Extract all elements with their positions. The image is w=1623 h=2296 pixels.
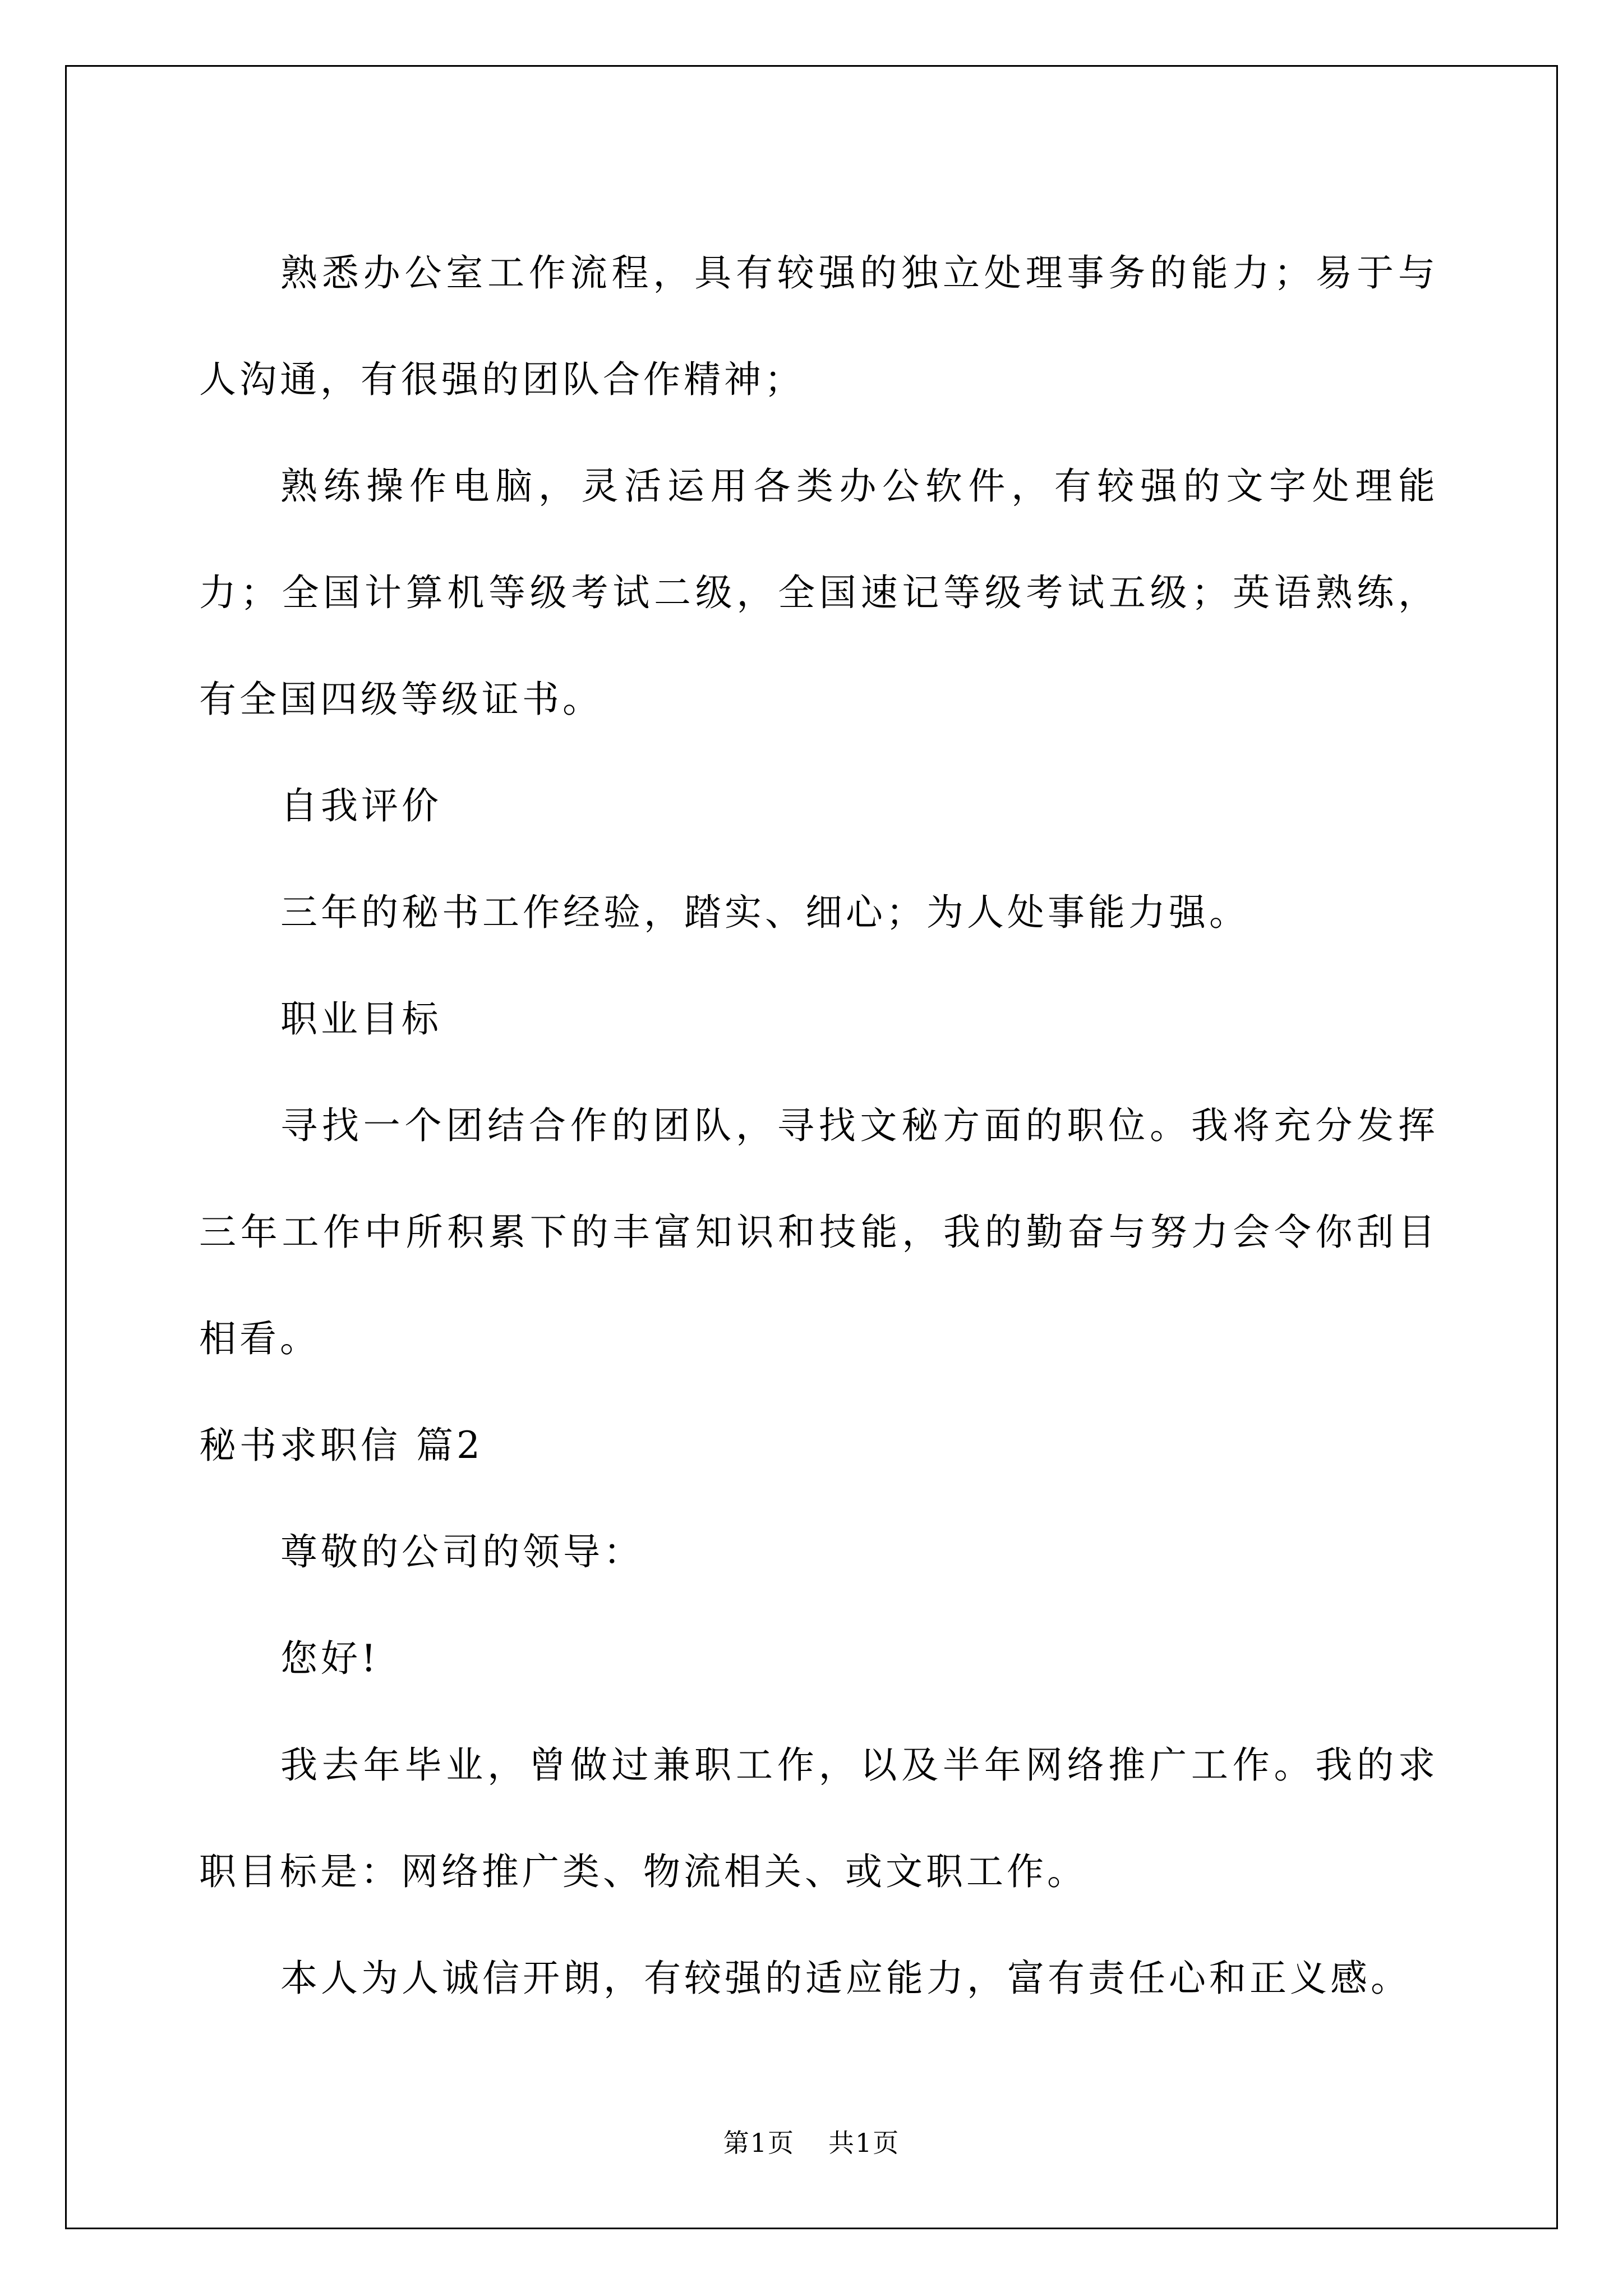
article-title-part-2: 秘书求职信 篇2 (199, 1424, 483, 1467)
letter-salutation: 尊敬的公司的领导： (280, 1530, 644, 1573)
paragraph-personality: 本人为人诚信开朗，有较强的适应能力，富有责任心和正义感。 (280, 1957, 1411, 2000)
page-footer (0, 2126, 1623, 2160)
paragraph-background: 我去年毕业，曾做过兼职工作，以及半年网络推广工作。我的求职目标是：网络推广类、物流相关、或文职工作。 (199, 1743, 1438, 1893)
paragraph-office-skills: 熟悉办公室工作流程，具有较强的独立处理事务的能力；易于与人沟通，有很强的团队合作精神； (199, 251, 1438, 401)
letter-greeting: 您好! (280, 1637, 380, 1680)
document-body (199, 220, 1438, 2032)
paragraph-self-evaluation: 三年的秘书工作经验，踏实、细心；为人处事能力强。 (280, 891, 1249, 934)
section-heading-career-goal: 职业目标 (280, 997, 442, 1041)
paragraph-career-goal: 寻找一个团结合作的团队，寻找文秘方面的职位。我将充分发挥三年工作中所积累下的丰富知识和技能，我的勤奋与努力会令你刮目相看。 (199, 1104, 1438, 1360)
section-heading-self-evaluation: 自我评价 (280, 784, 442, 827)
paragraph-computer-skills: 熟练操作电脑，灵活运用各类办公软件，有较强的文字处理能力；全国计算机等级考试二级，全国速记等级考试五级；英语熟练，有全国四级等级证书。 (199, 464, 1438, 721)
page-number-current: 第1页 (723, 2128, 795, 2158)
page-number-total: 共1页 (828, 2128, 900, 2158)
